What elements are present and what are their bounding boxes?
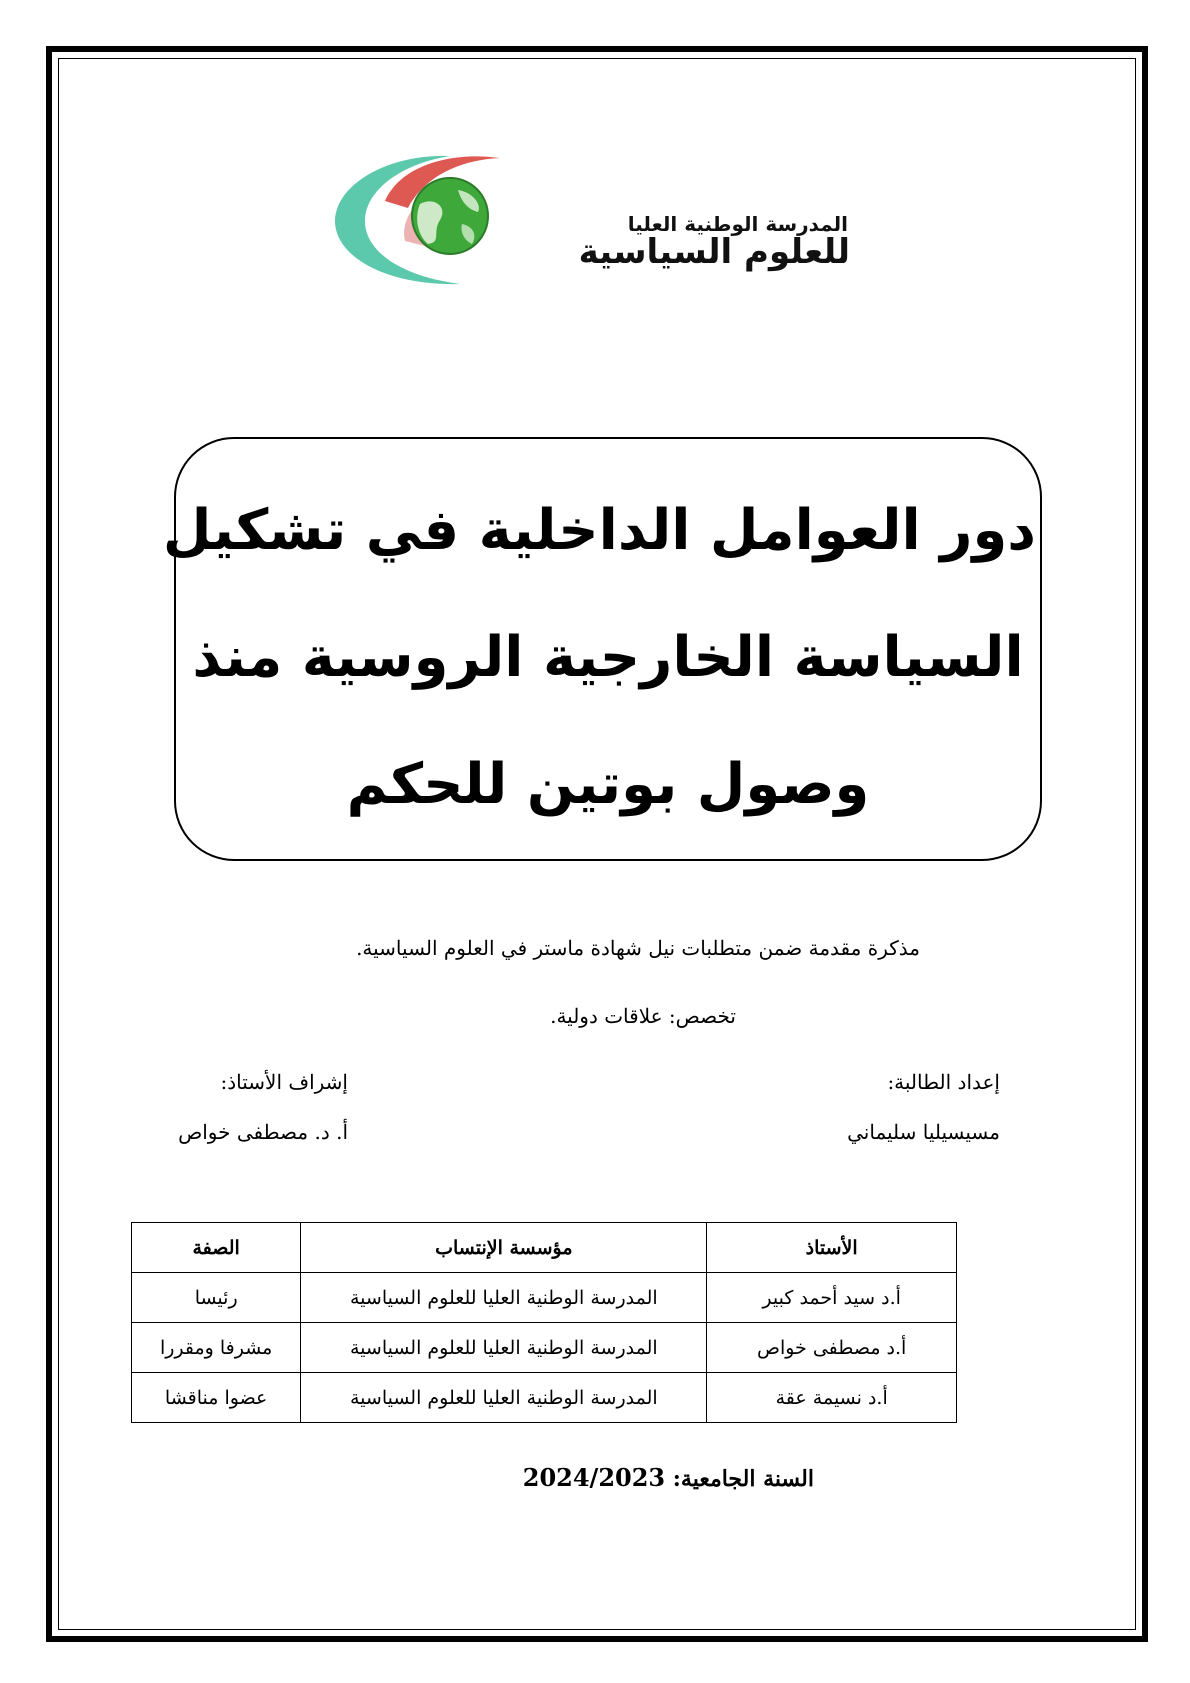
thesis-title-line-3: وصول بوتين للحكم xyxy=(346,752,870,817)
header-role: الصفة xyxy=(132,1223,301,1273)
cell-professor: أ.د سيد أحمد كبير xyxy=(707,1273,957,1323)
cell-professor: أ.د مصطفى خواص xyxy=(707,1323,957,1373)
academic-year xyxy=(523,1463,814,1492)
jury-table xyxy=(131,1222,957,1423)
supervisor-label: إشراف الأستاذ: xyxy=(220,1070,348,1094)
memo-statement: مذكرة مقدمة ضمن متطلبات نيل شهادة ماستر في العلوم السياسية. xyxy=(356,936,920,960)
student-name: مسيسيليا سليماني xyxy=(847,1120,1000,1144)
academic-year-label: السنة الجامعية: xyxy=(672,1466,814,1492)
supervisor-name: أ. د. مصطفى خواص xyxy=(178,1120,348,1144)
header-professor: الأستاذ xyxy=(707,1223,957,1273)
jury-table-header-row xyxy=(132,1223,957,1273)
table-row xyxy=(132,1323,957,1373)
thesis-title-line-2: السياسة الخارجية الروسية منذ xyxy=(192,625,1024,690)
cell-institution: المدرسة الوطنية العليا للعلوم السياسية xyxy=(301,1273,707,1323)
table-row xyxy=(132,1273,957,1323)
specialization: تخصص: علاقات دولية. xyxy=(550,1004,736,1028)
logo-text-school: المدرسة الوطنية العليا xyxy=(627,212,848,236)
cell-institution: المدرسة الوطنية العليا للعلوم السياسية xyxy=(301,1373,707,1423)
header-institution: مؤسسة الإنتساب xyxy=(301,1223,707,1273)
cell-institution: المدرسة الوطنية العليا للعلوم السياسية xyxy=(301,1323,707,1373)
student-label: إعداد الطالبة: xyxy=(887,1070,1000,1094)
thesis-title-line-1: دور العوامل الداخلية في تشكيل xyxy=(162,498,1036,563)
cell-role: عضوا مناقشا xyxy=(132,1373,301,1423)
logo-text-political-science: للعلوم السياسية xyxy=(578,232,850,272)
academic-year-value: 2024/2023 xyxy=(522,1463,666,1492)
cell-professor: أ.د نسيمة عقة xyxy=(707,1373,957,1423)
cell-role: مشرفا ومقررا xyxy=(132,1323,301,1373)
table-row xyxy=(132,1373,957,1423)
cell-role: رئيسا xyxy=(132,1273,301,1323)
